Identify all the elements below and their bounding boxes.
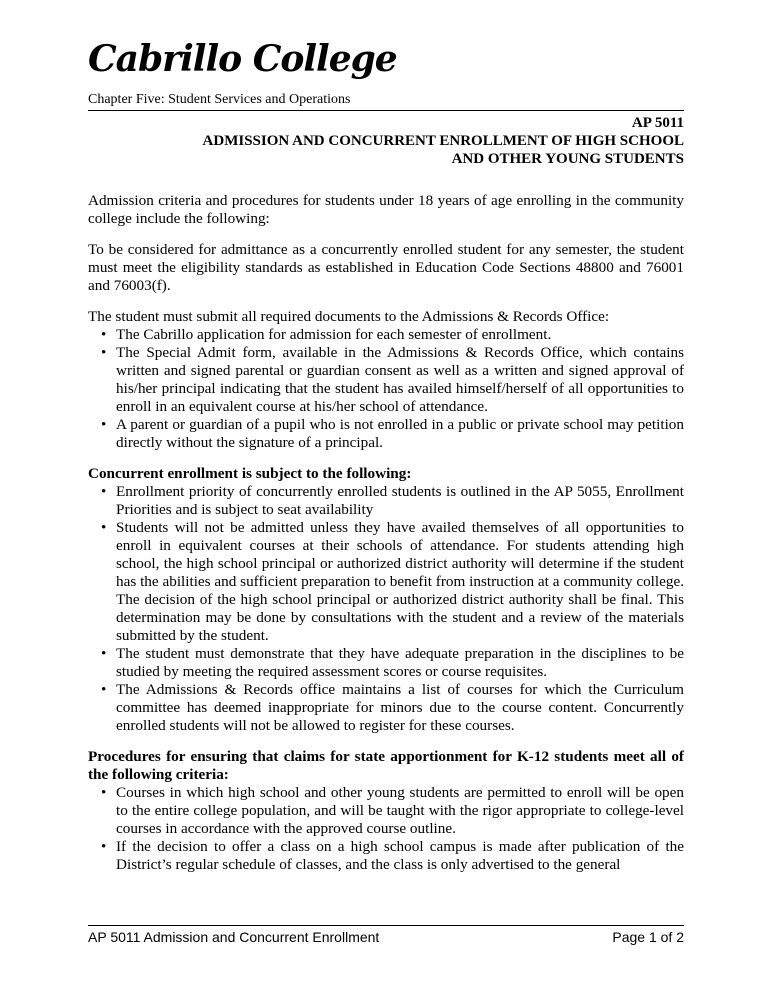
policy-code: AP 5011 [631,115,684,131]
list-item: • Students will not be admitted unless they have availed themselves of all opportunities to enroll in equivalent courses at their schools of attendance. For students attending high school, the high school principal or authorized district authority will determine if the student has the abilities and sufficient preparation to benefit from instruction at a community college. The decision of the high school principal or authorized district authority shall be final. This determination may be done by consultations with the student and a review of the materials submitted by the student. [116,519,684,645]
list-item: • The Special Admit form, available in the Admissions & Records Office, which contains written and signed parental or guardian consent as well as a written and signed approval of his/her principal indicating that the student has availed himself/herself of all opportunities to enroll in an equivalent course at his/her school of attendance. [116,344,684,416]
list-item: • The Admissions & Records office maintains a list of courses for which the Curriculum committee has deemed inappropriate for minors due to the course content. Concurrently enrolled students will not be allowed to register for these courses. [116,681,684,735]
page-number: Page 1 of 2 [612,929,684,945]
page-footer [88,929,684,945]
documents-intro: The student must submit all required documents to the Admissions & Records Office: [88,308,610,325]
policy-title-line2: AND OTHER YOUNG STUDENTS [451,151,684,167]
header-divider [88,110,684,111]
document-body [88,192,684,887]
concurrent-list [88,483,684,735]
college-logo: Cabrillo College [88,38,397,80]
concurrent-heading: Concurrent enrollment is subject to the following: [88,465,412,482]
chapter-title: Chapter Five: Student Services and Operations [88,92,351,107]
procedures-list [88,784,684,874]
list-item: • The student must demonstrate that they have adequate preparation in the disciplines to be studied by meeting the required assessment scores or course requisites. [116,645,684,681]
policy-heading [203,114,684,168]
list-item: • If the decision to offer a class on a high school campus is made after publication of the District’s regular schedule of classes, and the class is only advertised to the general [116,838,684,874]
documents-list [88,326,684,452]
list-item: • Enrollment priority of concurrently enrolled students is outlined in the AP 5055, Enrollment Priorities and is subject to seat availability [116,483,684,519]
eligibility-paragraph: To be considered for admittance as a concurrently enrolled student for any semester, the student must meet the eligibility standards as established in Education Code Sections 48800 and 76001 and 76003(f). [88,241,684,294]
list-item: • Courses in which high school and other young students are permitted to enroll will be open to the entire college population, and will be taught with the rigor appropriate to college-level courses in accordance with the approved course outline. [116,784,684,838]
list-item: • The Cabrillo application for admission for each semester of enrollment. [116,326,684,344]
procedures-heading: Procedures for ensuring that claims for state apportionment for K-12 students meet all of the following criteria: [88,748,684,783]
policy-title-line1: ADMISSION AND CONCURRENT ENROLLMENT OF HIGH SCHOOL [202,133,684,149]
footer-divider [88,925,684,926]
intro-paragraph: Admission criteria and procedures for students under 18 years of age enrolling in the community college include the following: [88,192,684,227]
footer-document-title: AP 5011 Admission and Concurrent Enrollment [88,929,380,945]
list-item: • A parent or guardian of a pupil who is not enrolled in a public or private school may petition directly without the signature of a principal. [116,416,684,452]
